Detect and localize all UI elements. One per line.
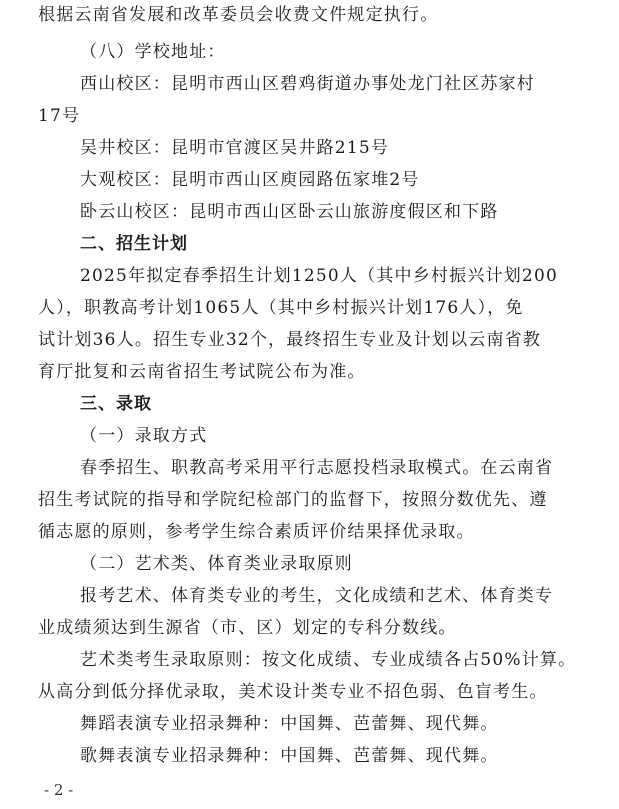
paragraph-line: 业成绩须达到生源省（市、区）划定的专科分数线。 bbox=[38, 618, 457, 638]
paragraph-line: 歌舞表演专业招录舞种：中国舞、芭蕾舞、现代舞。 bbox=[80, 746, 499, 766]
section-subheading: （八）学校地址： bbox=[80, 42, 226, 62]
paragraph-line: 舞蹈表演专业招录舞种：中国舞、芭蕾舞、现代舞。 bbox=[80, 714, 499, 734]
paragraph-line: 试计划36人。招生专业32个，最终招生专业及计划以云南省教 bbox=[38, 330, 542, 350]
address-line: 卧云山校区：昆明市西山区卧云山旅游度假区和下路 bbox=[80, 202, 499, 222]
section-subheading: （一）录取方式 bbox=[80, 426, 208, 446]
paragraph-line: 根据云南省发展和改革委员会收费文件规定执行。 bbox=[38, 5, 439, 25]
section-subheading: （二）艺术类、体育类业录取原则 bbox=[80, 554, 353, 574]
page-number: - 2 - bbox=[44, 781, 74, 799]
section-heading: 二、招生计划 bbox=[80, 234, 188, 254]
section-heading: 三、录取 bbox=[80, 394, 152, 414]
paragraph-line: 人），职教高考计划1065人（其中乡村振兴计划176人），免 bbox=[38, 298, 524, 318]
address-line: 大观校区：昆明市西山区庾园路伍家堆2号 bbox=[80, 170, 420, 190]
paragraph-line: 春季招生、职教高考采用平行志愿投档录取模式。在云南省 bbox=[80, 458, 554, 478]
address-line: 西山校区：昆明市西山区碧鸡街道办事处龙门社区苏家村 bbox=[80, 74, 535, 94]
address-line: 17号 bbox=[38, 106, 81, 126]
paragraph-line: 艺术类考生录取原则：按文化成绩、专业成绩各占50%计算。 bbox=[80, 650, 577, 670]
paragraph-line: 报考艺术、体育类专业的考生，文化成绩和艺术、体育类专 bbox=[80, 586, 554, 606]
paragraph-line: 2025年拟定春季招生计划1250人（其中乡村振兴计划200 bbox=[80, 266, 558, 286]
paragraph-line: 招生考试院的指导和学院纪检部门的监督下，按照分数优先、遵 bbox=[38, 490, 548, 510]
paragraph-line: 从高分到低分择优录取，美术设计类专业不招色弱、色盲考生。 bbox=[38, 682, 548, 702]
paragraph-line: 育厅批复和云南省招生考试院公布为准。 bbox=[38, 362, 366, 382]
address-line: 吴井校区：昆明市官渡区吴井路215号 bbox=[80, 138, 390, 158]
paragraph-line: 循志愿的原则，参考学生综合素质评价结果择优录取。 bbox=[38, 522, 475, 542]
